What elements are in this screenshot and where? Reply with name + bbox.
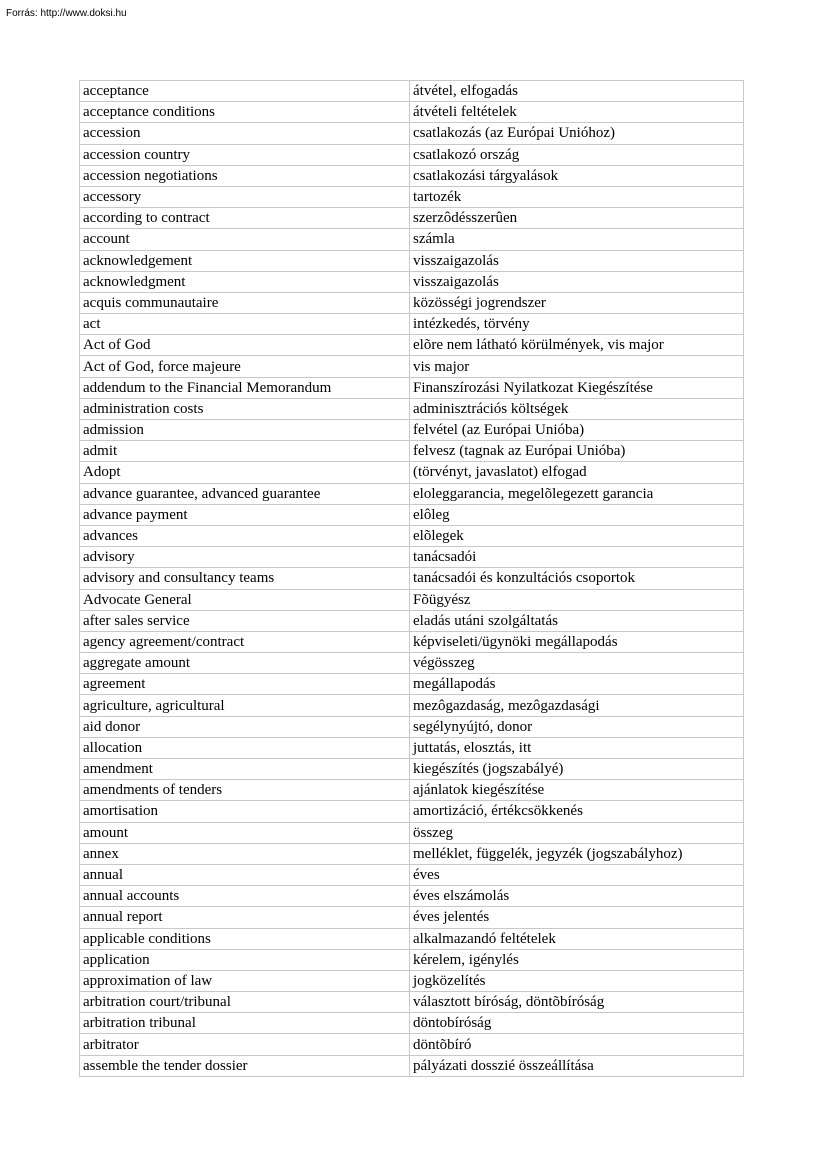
english-term: accessory [80, 186, 410, 207]
english-term: administration costs [80, 398, 410, 419]
hungarian-term: számla [410, 229, 744, 250]
hungarian-term: vis major [410, 356, 744, 377]
table-row [80, 928, 744, 949]
english-term: annual [80, 864, 410, 885]
english-term: annex [80, 843, 410, 864]
table-row [80, 123, 744, 144]
table-row [80, 441, 744, 462]
english-term: agency agreement/contract [80, 631, 410, 652]
english-term: amendments of tenders [80, 780, 410, 801]
english-term: arbitrator [80, 1034, 410, 1055]
table-row [80, 737, 744, 758]
hungarian-term: intézkedés, törvény [410, 314, 744, 335]
english-term: Act of God, force majeure [80, 356, 410, 377]
english-term: assemble the tender dossier [80, 1055, 410, 1076]
hungarian-term: elôleg [410, 504, 744, 525]
hungarian-term: döntobíróság [410, 1013, 744, 1034]
hungarian-term: alkalmazandó feltételek [410, 928, 744, 949]
english-term: advance payment [80, 504, 410, 525]
table-row [80, 165, 744, 186]
hungarian-term: Fõügyész [410, 589, 744, 610]
table-row [80, 525, 744, 546]
table-row [80, 949, 744, 970]
english-term: acceptance [80, 81, 410, 102]
hungarian-term: amortizáció, értékcsökkenés [410, 801, 744, 822]
hungarian-term: mezôgazdaság, mezôgazdasági [410, 695, 744, 716]
hungarian-term: képviseleti/ügynöki megállapodás [410, 631, 744, 652]
table-row [80, 1055, 744, 1076]
hungarian-term: elõre nem látható körülmények, vis major [410, 335, 744, 356]
glossary-body [80, 81, 744, 1077]
table-row [80, 462, 744, 483]
table-row [80, 653, 744, 674]
table-row [80, 144, 744, 165]
hungarian-term: kiegészítés (jogszabályé) [410, 759, 744, 780]
hungarian-term: összeg [410, 822, 744, 843]
hungarian-term: juttatás, elosztás, itt [410, 737, 744, 758]
hungarian-term: ajánlatok kiegészítése [410, 780, 744, 801]
table-row [80, 335, 744, 356]
hungarian-term: tanácsadói és konzultációs csoportok [410, 568, 744, 589]
english-term: Act of God [80, 335, 410, 356]
hungarian-term: éves jelentés [410, 907, 744, 928]
english-term: acceptance conditions [80, 102, 410, 123]
table-row [80, 992, 744, 1013]
hungarian-term: elõlegek [410, 525, 744, 546]
hungarian-term: eladás utáni szolgáltatás [410, 610, 744, 631]
table-row [80, 716, 744, 737]
english-term: acknowledgment [80, 271, 410, 292]
hungarian-term: választott bíróság, döntõbíróság [410, 992, 744, 1013]
table-row [80, 229, 744, 250]
hungarian-term: döntõbíró [410, 1034, 744, 1055]
table-row [80, 822, 744, 843]
table-row [80, 1034, 744, 1055]
english-term: amendment [80, 759, 410, 780]
table-row [80, 271, 744, 292]
english-term: addendum to the Financial Memorandum [80, 377, 410, 398]
hungarian-term: csatlakozási tárgyalások [410, 165, 744, 186]
english-term: acquis communautaire [80, 292, 410, 313]
hungarian-term: szerzôdésszerûen [410, 208, 744, 229]
hungarian-term: csatlakozó ország [410, 144, 744, 165]
table-row [80, 420, 744, 441]
table-row [80, 250, 744, 271]
english-term: approximation of law [80, 970, 410, 991]
table-row [80, 907, 744, 928]
hungarian-term: tartozék [410, 186, 744, 207]
table-row [80, 314, 744, 335]
english-term: accession country [80, 144, 410, 165]
english-term: amount [80, 822, 410, 843]
table-row [80, 102, 744, 123]
english-term: according to contract [80, 208, 410, 229]
english-term: agriculture, agricultural [80, 695, 410, 716]
hungarian-term: tanácsadói [410, 547, 744, 568]
english-term: annual accounts [80, 886, 410, 907]
english-term: accession negotiations [80, 165, 410, 186]
table-row [80, 483, 744, 504]
hungarian-term: visszaigazolás [410, 271, 744, 292]
hungarian-term: csatlakozás (az Európai Unióhoz) [410, 123, 744, 144]
hungarian-term: Finanszírozási Nyilatkozat Kiegészítése [410, 377, 744, 398]
table-row [80, 674, 744, 695]
hungarian-term: adminisztrációs költségek [410, 398, 744, 419]
table-row [80, 81, 744, 102]
table-row [80, 208, 744, 229]
table-row [80, 1013, 744, 1034]
hungarian-term: közösségi jogrendszer [410, 292, 744, 313]
table-row [80, 780, 744, 801]
table-row [80, 843, 744, 864]
english-term: arbitration court/tribunal [80, 992, 410, 1013]
hungarian-term: megállapodás [410, 674, 744, 695]
hungarian-term: átvétel, elfogadás [410, 81, 744, 102]
table-row [80, 610, 744, 631]
hungarian-term: (törvényt, javaslatot) elfogad [410, 462, 744, 483]
english-term: admission [80, 420, 410, 441]
english-term: aid donor [80, 716, 410, 737]
english-term: Advocate General [80, 589, 410, 610]
table-row [80, 547, 744, 568]
table-row [80, 695, 744, 716]
english-term: act [80, 314, 410, 335]
english-term: amortisation [80, 801, 410, 822]
table-row [80, 292, 744, 313]
hungarian-term: átvételi feltételek [410, 102, 744, 123]
table-row [80, 356, 744, 377]
table-row [80, 504, 744, 525]
table-row [80, 568, 744, 589]
hungarian-term: kérelem, igénylés [410, 949, 744, 970]
table-row [80, 631, 744, 652]
english-term: acknowledgement [80, 250, 410, 271]
table-row [80, 398, 744, 419]
hungarian-term: végösszeg [410, 653, 744, 674]
hungarian-term: pályázati dosszié összeállítása [410, 1055, 744, 1076]
english-term: aggregate amount [80, 653, 410, 674]
hungarian-term: jogközelítés [410, 970, 744, 991]
hungarian-term: éves [410, 864, 744, 885]
english-term: application [80, 949, 410, 970]
hungarian-term: visszaigazolás [410, 250, 744, 271]
english-term: applicable conditions [80, 928, 410, 949]
table-row [80, 970, 744, 991]
hungarian-term: felvesz (tagnak az Európai Unióba) [410, 441, 744, 462]
english-term: advances [80, 525, 410, 546]
english-term: account [80, 229, 410, 250]
english-term: advance guarantee, advanced guarantee [80, 483, 410, 504]
table-row [80, 886, 744, 907]
table-row [80, 801, 744, 822]
source-header: Forrás: http://www.doksi.hu [6, 8, 127, 19]
english-term: annual report [80, 907, 410, 928]
english-term: arbitration tribunal [80, 1013, 410, 1034]
english-term: agreement [80, 674, 410, 695]
english-term: accession [80, 123, 410, 144]
hungarian-term: segélynyújtó, donor [410, 716, 744, 737]
english-term: after sales service [80, 610, 410, 631]
english-term: admit [80, 441, 410, 462]
table-row [80, 589, 744, 610]
hungarian-term: felvétel (az Európai Unióba) [410, 420, 744, 441]
table-row [80, 759, 744, 780]
table-row [80, 377, 744, 398]
english-term: Adopt [80, 462, 410, 483]
table-row [80, 864, 744, 885]
english-term: advisory and consultancy teams [80, 568, 410, 589]
hungarian-term: éves elszámolás [410, 886, 744, 907]
hungarian-term: melléklet, függelék, jegyzék (jogszabályhoz) [410, 843, 744, 864]
hungarian-term: eloleggarancia, megelõlegezett garancia [410, 483, 744, 504]
glossary-table [79, 80, 744, 1077]
english-term: allocation [80, 737, 410, 758]
table-row [80, 186, 744, 207]
english-term: advisory [80, 547, 410, 568]
